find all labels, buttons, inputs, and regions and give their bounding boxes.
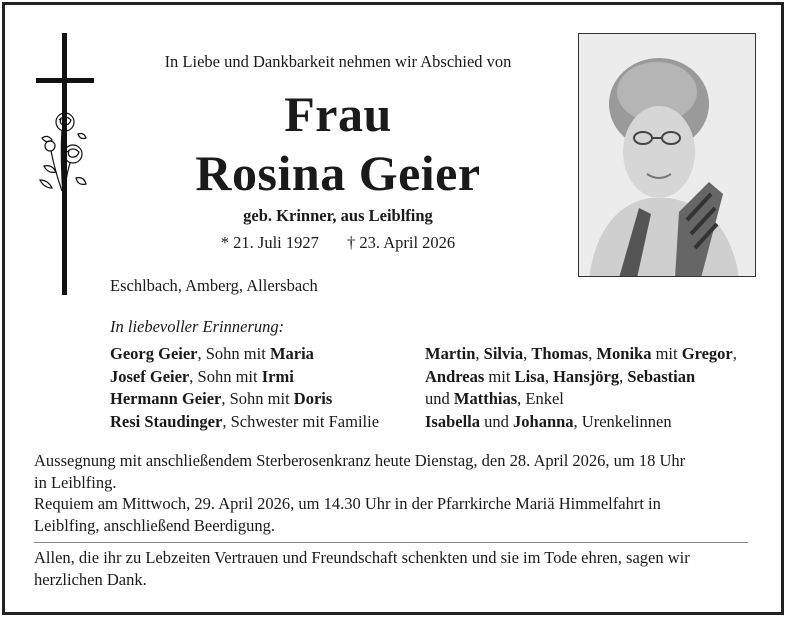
- family-relation: , Schwester mit Familie: [222, 411, 380, 431]
- rose-icon: [32, 108, 92, 218]
- service-line: in Leiblfing.: [34, 473, 117, 492]
- family-name: Josef Geier: [110, 366, 190, 386]
- family-name: Sebastian: [627, 366, 696, 386]
- family-name: Resi Staudinger: [110, 411, 223, 431]
- salutation: Frau: [284, 86, 392, 142]
- service-line: Requiem am Mittwoch, 29. April 2026, um 14.30 Uhr in der Pfarrkirche Mariä Himmelfahrt in: [34, 494, 661, 513]
- family-relation: und: [425, 389, 454, 408]
- family-relation: ,: [619, 366, 628, 386]
- family-list-right: [425, 343, 737, 433]
- family-relation: ,: [523, 344, 532, 363]
- service-consecration: [34, 450, 754, 494]
- family-relation: , Sohn mit: [197, 344, 270, 363]
- portrait-photo: [578, 33, 756, 277]
- family-relation: ,: [732, 344, 737, 363]
- life-dates: [98, 233, 578, 253]
- memory-heading: In liebevoller Erinnerung:: [110, 317, 285, 336]
- family-relation: mit: [651, 344, 682, 363]
- death-date: † 23. April 2026: [347, 233, 456, 252]
- places: Eschlbach, Amberg, Allersbach: [110, 276, 318, 295]
- service-requiem: [34, 493, 754, 537]
- family-relation: , Urenkelinnen: [573, 411, 672, 431]
- family-relation: und: [480, 411, 514, 431]
- family-name: Isabella: [425, 411, 481, 431]
- family-name: Doris: [293, 389, 333, 408]
- deceased-name: Rosina Geier: [195, 145, 481, 201]
- family-relation: , Sohn mit: [221, 389, 294, 408]
- birth-name: geb. Krinner, aus Leiblfing: [243, 206, 433, 225]
- family-name: Maria: [269, 344, 314, 363]
- service-line: Leiblfing, anschließend Beerdigung.: [34, 516, 276, 535]
- family-name: Irmi: [261, 366, 294, 386]
- family-entry: [425, 411, 737, 434]
- family-name: Lisa: [514, 366, 545, 386]
- family-list-left: [110, 343, 379, 433]
- family-name: Thomas: [531, 344, 589, 363]
- family-entry: [425, 366, 737, 389]
- family-relation: , Sohn mit: [189, 366, 262, 386]
- family-name: Hermann Geier: [110, 389, 222, 408]
- family-name: Hansjörg: [553, 366, 620, 386]
- family-name: Matthias: [453, 389, 518, 408]
- family-name: Monika: [596, 344, 652, 363]
- family-relation: ,: [475, 344, 484, 363]
- family-name: Gregor: [681, 344, 733, 363]
- family-name: Andreas: [425, 366, 485, 386]
- family-name: Johanna: [513, 411, 574, 431]
- family-name: Martin: [425, 344, 476, 363]
- family-entry: [110, 411, 379, 434]
- thanks-line: Allen, die ihr zu Lebzeiten Vertrauen und Freundschaft schenkten und sie im Tode ehren, sagen wir: [34, 548, 690, 567]
- birth-date: * 21. Juli 1927: [220, 233, 319, 252]
- cross-icon-bar: [36, 78, 94, 83]
- family-entry: [425, 388, 737, 411]
- intro-text: In Liebe und Dankbarkeit nehmen wir Abschied von: [164, 52, 512, 71]
- service-line: Aussegnung mit anschließendem Sterberosenkranz heute Dienstag, den 28. April 2026, um 18 Uhr: [34, 451, 686, 470]
- family-entry: [425, 343, 737, 366]
- divider: [34, 542, 748, 543]
- family-entry: [110, 366, 379, 389]
- family-relation: ,: [544, 366, 554, 386]
- family-relation: mit: [484, 366, 515, 386]
- family-name: Silvia: [483, 344, 524, 363]
- family-relation: , Enkel: [517, 389, 564, 408]
- family-name: Georg Geier: [110, 344, 198, 363]
- thanks-text: [34, 547, 754, 591]
- thanks-line: herzlichen Dank.: [34, 570, 147, 589]
- family-entry: [110, 343, 379, 366]
- family-entry: [110, 388, 379, 411]
- family-relation: ,: [588, 344, 597, 363]
